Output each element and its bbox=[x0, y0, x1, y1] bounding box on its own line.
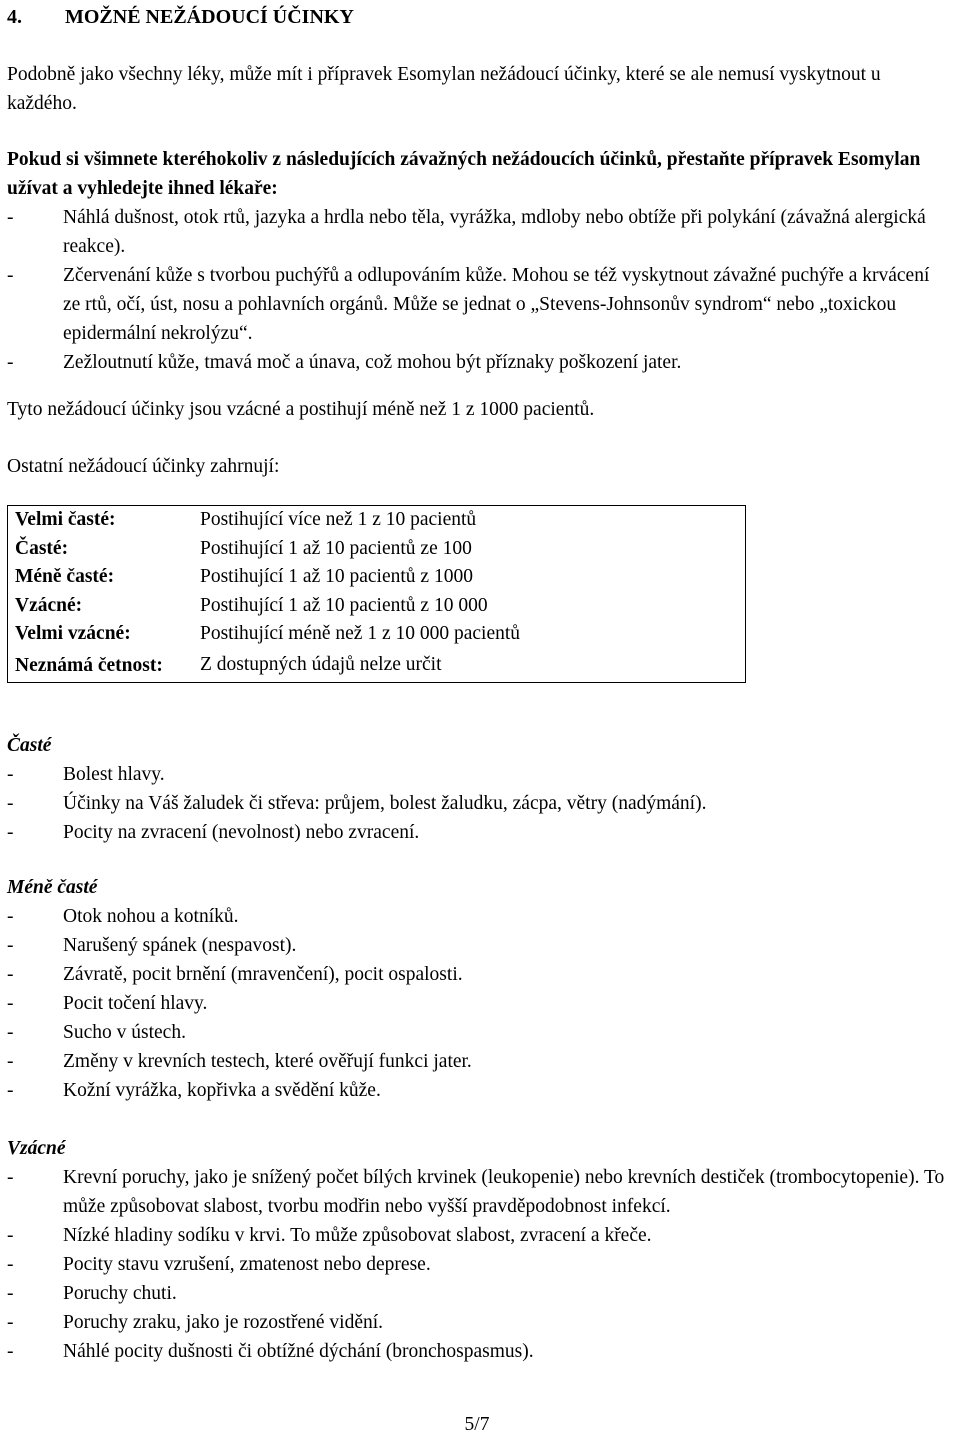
table-row bbox=[8, 649, 746, 683]
list-item: - Otok nohou a kotníků. bbox=[7, 902, 947, 931]
frequency-definition: Postihující méně než 1 z 10 000 pacientů bbox=[200, 623, 521, 644]
frequency-term: Časté: bbox=[15, 537, 69, 559]
list-item: - Krevní poruchy, jako je snížený počet bílých krvinek (leukopenie) nebo krevních destiček (trombocytopenie). To může způsobovat slabost, tvorbu modřin nebo vyšší pravděpodobnost infekcí. bbox=[7, 1163, 947, 1221]
category-title: Méně časté bbox=[7, 877, 98, 898]
list-item: - Pocity stavu vzrušení, zmatenost nebo deprese. bbox=[7, 1250, 947, 1279]
frequency-table bbox=[7, 505, 746, 683]
table-row bbox=[8, 620, 746, 649]
list-item: - Poruchy chuti. bbox=[7, 1279, 947, 1308]
serious-effects-heading: Pokud si všimnete kteréhokoliv z následujících závažných nežádoucích účinků, přestaňte přípravek Esomylan užívat a vyhledejte ihned lékaře: bbox=[7, 149, 921, 199]
table-row bbox=[8, 535, 746, 564]
category-list bbox=[7, 902, 947, 1105]
list-item: - Náhlá dušnost, otok rtů, jazyka a hrdla nebo těla, vyrážka, mdloby nebo obtíže při polykání (závažná alergická reakce). bbox=[7, 203, 947, 261]
frequency-term: Velmi vzácné: bbox=[15, 623, 131, 644]
section-number: 4. bbox=[7, 6, 22, 28]
frequency-term: Velmi časté: bbox=[15, 509, 116, 530]
list-item: - Sucho v ústech. bbox=[7, 1018, 947, 1047]
category-list bbox=[7, 1163, 947, 1366]
list-item: - Zežloutnutí kůže, tmavá moč a únava, což mohou být příznaky poškození jater. bbox=[7, 348, 947, 377]
frequency-definition: Postihující 1 až 10 pacientů z 10 000 bbox=[200, 594, 488, 616]
section-title: MOŽNÉ NEŽÁDOUCÍ ÚČINKY bbox=[65, 6, 354, 28]
frequency-term: Vzácné: bbox=[15, 594, 83, 616]
list-item: - Nízké hladiny sodíku v krvi. To může způsobovat slabost, zvracení a křeče. bbox=[7, 1221, 947, 1250]
page-number: 5/7 bbox=[464, 1414, 490, 1435]
list-item: - Pocity na zvracení (nevolnost) nebo zvracení. bbox=[7, 818, 947, 847]
list-item: - Změny v krevních testech, které ověřují funkci jater. bbox=[7, 1047, 947, 1076]
frequency-definition: Postihující 1 až 10 pacientů ze 100 bbox=[200, 537, 472, 559]
frequency-term: Neznámá četnost: bbox=[15, 654, 163, 676]
rare-note: Tyto nežádoucí účinky jsou vzácné a postihují méně než 1 z 1000 pacientů. bbox=[7, 399, 595, 420]
serious-effects-block bbox=[7, 145, 947, 377]
category-common bbox=[7, 731, 947, 847]
list-item: - Účinky na Váš žaludek či střeva: průjem, bolest žaludku, zácpa, větry (nadýmání). bbox=[7, 789, 947, 818]
list-item: - Kožní vyrážka, kopřivka a svědění kůže. bbox=[7, 1076, 947, 1105]
list-item: - Poruchy zraku, jako je rozostřené vidění. bbox=[7, 1308, 947, 1337]
category-title: Vzácné bbox=[7, 1138, 66, 1159]
frequency-definition: Postihující více než 1 z 10 pacientů bbox=[200, 509, 477, 530]
category-title: Časté bbox=[7, 735, 52, 756]
table-row bbox=[8, 592, 746, 621]
table-row bbox=[8, 506, 746, 535]
other-effects-note: Ostatní nežádoucí účinky zahrnují: bbox=[7, 456, 280, 477]
list-item: - Pocit točení hlavy. bbox=[7, 989, 947, 1018]
list-item: - Náhlé pocity dušnosti či obtížné dýchání (bronchospasmus). bbox=[7, 1337, 947, 1366]
serious-effects-list bbox=[7, 203, 947, 377]
list-item: - Bolest hlavy. bbox=[7, 760, 947, 789]
section-heading bbox=[7, 3, 354, 32]
frequency-definition: Z dostupných údajů nelze určit bbox=[200, 653, 442, 675]
frequency-definition: Postihující 1 až 10 pacientů z 1000 bbox=[200, 566, 473, 587]
category-rare bbox=[7, 1134, 947, 1366]
category-list bbox=[7, 760, 947, 847]
frequency-term: Méně časté: bbox=[15, 566, 115, 587]
category-uncommon bbox=[7, 873, 947, 1105]
table-row bbox=[8, 563, 746, 592]
list-item: - Závratě, pocit brnění (mravenčení), pocit ospalosti. bbox=[7, 960, 947, 989]
list-item: - Narušený spánek (nespavost). bbox=[7, 931, 947, 960]
intro-paragraph: Podobně jako všechny léky, může mít i přípravek Esomylan nežádoucí účinky, které se ale nemusí vyskytnout u každého. bbox=[7, 64, 881, 114]
list-item: - Zčervenání kůže s tvorbou puchýřů a odlupováním kůže. Mohou se též vyskytnout závažné puchýře a krvácení ze rtů, očí, úst, nosu a pohlavních orgánů. Může se jednat o „Stevens-Johnsonův syndrom“ nebo „toxickou epidermální nekrolýzu“. bbox=[7, 261, 947, 348]
